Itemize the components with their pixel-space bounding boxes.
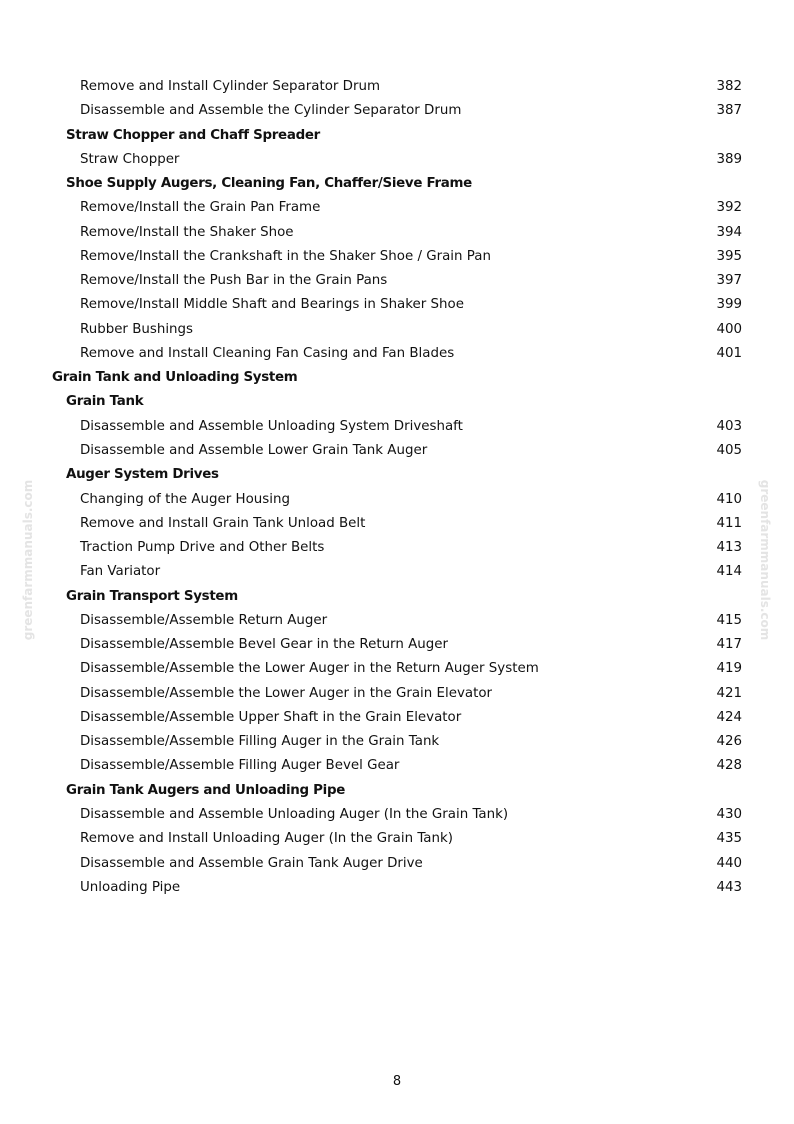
toc-entry-page-number: 397	[716, 273, 742, 289]
toc-entry[interactable]	[0, 827, 794, 851]
toc-entry-title: Shoe Supply Augers, Cleaning Fan, Chaffer/Sieve Frame	[66, 176, 472, 192]
toc-entry[interactable]	[0, 609, 794, 633]
toc-entry-page-number: 389	[716, 151, 742, 167]
toc-entry-title: Remove/Install the Shaker Shoe	[80, 224, 294, 240]
toc-entry-title: Fan Variator	[80, 564, 161, 580]
toc-entry[interactable]	[0, 512, 794, 536]
toc-entry[interactable]	[0, 99, 794, 123]
toc-entry[interactable]	[0, 682, 794, 706]
toc-entry[interactable]	[0, 342, 794, 366]
toc-entry-title: Straw Chopper	[80, 151, 180, 167]
page-number: 8	[392, 1074, 402, 1089]
toc-section-heading[interactable]	[0, 779, 794, 803]
toc-entry-page-number: 413	[716, 540, 742, 556]
toc-entry-title: Remove/Install the Grain Pan Frame	[80, 200, 321, 216]
toc-entry-page-number: 392	[716, 200, 742, 216]
toc-entry-title: Disassemble and Assemble Lower Grain Tank Auger	[80, 442, 428, 458]
toc-entry[interactable]	[0, 75, 794, 99]
toc-entry[interactable]	[0, 269, 794, 293]
toc-entry[interactable]	[0, 488, 794, 512]
toc-entry-title: Remove/Install the Push Bar in the Grain Pans	[80, 273, 388, 289]
toc-entry-title: Grain Tank and Unloading System	[52, 370, 298, 386]
toc-entry-title: Disassemble/Assemble the Lower Auger in the Grain Elevator	[80, 685, 493, 701]
toc-entry-title: Remove/Install the Crankshaft in the Shaker Shoe / Grain Pan	[80, 248, 491, 264]
toc-section-heading[interactable]	[0, 366, 794, 390]
toc-entry-title: Grain Tank Augers and Unloading Pipe	[66, 782, 346, 798]
toc-entry-title: Changing of the Auger Housing	[80, 491, 290, 507]
toc-entry-page-number: 395	[716, 248, 742, 264]
toc-entry-page-number: 428	[716, 758, 742, 774]
toc-entry[interactable]	[0, 706, 794, 730]
toc-entry[interactable]	[0, 318, 794, 342]
toc-section-heading[interactable]	[0, 463, 794, 487]
toc-entry-title: Straw Chopper and Chaff Spreader	[66, 127, 320, 143]
toc-entry-title: Remove and Install Cylinder Separator Drum	[80, 79, 381, 94]
toc-entry-title: Unloading Pipe	[80, 879, 181, 895]
toc-entry[interactable]	[0, 415, 794, 439]
toc-entry-title: Disassemble and Assemble the Cylinder Separator Drum	[80, 103, 462, 119]
toc-entry-title: Disassemble and Assemble Unloading System Driveshaft	[80, 418, 463, 434]
toc-entry-page-number: 435	[716, 831, 742, 847]
toc-entry-title: Grain Transport System	[66, 588, 238, 604]
toc-entry-title: Disassemble/Assemble Filling Auger Bevel Gear	[80, 758, 400, 774]
table-of-contents	[0, 75, 794, 900]
toc-entry-title: Disassemble/Assemble the Lower Auger in the Return Auger System	[80, 661, 539, 677]
toc-entry[interactable]	[0, 560, 794, 584]
toc-entry-page-number: 394	[716, 224, 742, 240]
toc-entry-title: Remove/Install Middle Shaft and Bearings in Shaker Shoe	[80, 297, 464, 313]
toc-entry-title: Disassemble/Assemble Return Auger	[80, 612, 328, 628]
toc-entry[interactable]	[0, 852, 794, 876]
toc-entry-page-number: 387	[716, 103, 742, 119]
toc-entry[interactable]	[0, 536, 794, 560]
toc-entry[interactable]	[0, 657, 794, 681]
toc-entry[interactable]	[0, 245, 794, 269]
toc-entry-page-number: 440	[716, 855, 742, 871]
toc-entry-title: Disassemble/Assemble Bevel Gear in the Return Auger	[80, 637, 448, 653]
toc-entry-page-number: 415	[716, 612, 742, 628]
toc-entry-title: Grain Tank	[66, 394, 144, 410]
toc-entry[interactable]	[0, 730, 794, 754]
toc-entry-page-number: 417	[716, 637, 742, 653]
toc-entry-title: Remove and Install Cleaning Fan Casing and Fan Blades	[80, 345, 455, 361]
toc-section-heading[interactable]	[0, 585, 794, 609]
toc-entry-page-number: 424	[716, 709, 742, 725]
toc-entry[interactable]	[0, 439, 794, 463]
toc-entry-title: Traction Pump Drive and Other Belts	[80, 540, 325, 556]
toc-entry[interactable]	[0, 754, 794, 778]
toc-entry-page-number: 414	[716, 564, 742, 580]
toc-entry[interactable]	[0, 221, 794, 245]
toc-entry-page-number: 399	[716, 297, 742, 313]
toc-entry-title: Disassemble/Assemble Filling Auger in the Grain Tank	[80, 734, 440, 750]
toc-entry-page-number: 411	[716, 515, 742, 531]
toc-entry-page-number: 401	[716, 345, 742, 361]
toc-section-heading[interactable]	[0, 124, 794, 148]
toc-entry-page-number: 426	[716, 734, 742, 750]
toc-entry[interactable]	[0, 148, 794, 172]
toc-entry-title: Remove and Install Unloading Auger (In the Grain Tank)	[80, 831, 453, 847]
toc-section-heading[interactable]	[0, 390, 794, 414]
toc-entry-page-number: 405	[716, 442, 742, 458]
toc-entry-title: Disassemble and Assemble Unloading Auger (In the Grain Tank)	[80, 806, 509, 822]
toc-entry-title: Disassemble and Assemble Grain Tank Auger Drive	[80, 855, 423, 871]
toc-entry-title: Rubber Bushings	[80, 321, 194, 337]
toc-entry-page-number: 382	[716, 79, 742, 94]
toc-entry-page-number: 443	[716, 879, 742, 895]
toc-entry-page-number: 410	[716, 491, 742, 507]
toc-section-heading[interactable]	[0, 172, 794, 196]
toc-entry-page-number: 421	[716, 685, 742, 701]
toc-entry[interactable]	[0, 293, 794, 317]
toc-entry[interactable]	[0, 876, 794, 900]
toc-entry-page-number: 419	[716, 661, 742, 677]
toc-entry[interactable]	[0, 803, 794, 827]
toc-entry-title: Auger System Drives	[66, 467, 219, 483]
toc-entry-title: Disassemble/Assemble Upper Shaft in the Grain Elevator	[80, 709, 462, 725]
toc-entry-title: Remove and Install Grain Tank Unload Belt	[80, 515, 366, 531]
toc-entry[interactable]	[0, 633, 794, 657]
toc-entry[interactable]	[0, 196, 794, 220]
toc-entry-page-number: 400	[716, 321, 742, 337]
toc-entry-page-number: 403	[716, 418, 742, 434]
toc-entry-page-number: 430	[716, 806, 742, 822]
